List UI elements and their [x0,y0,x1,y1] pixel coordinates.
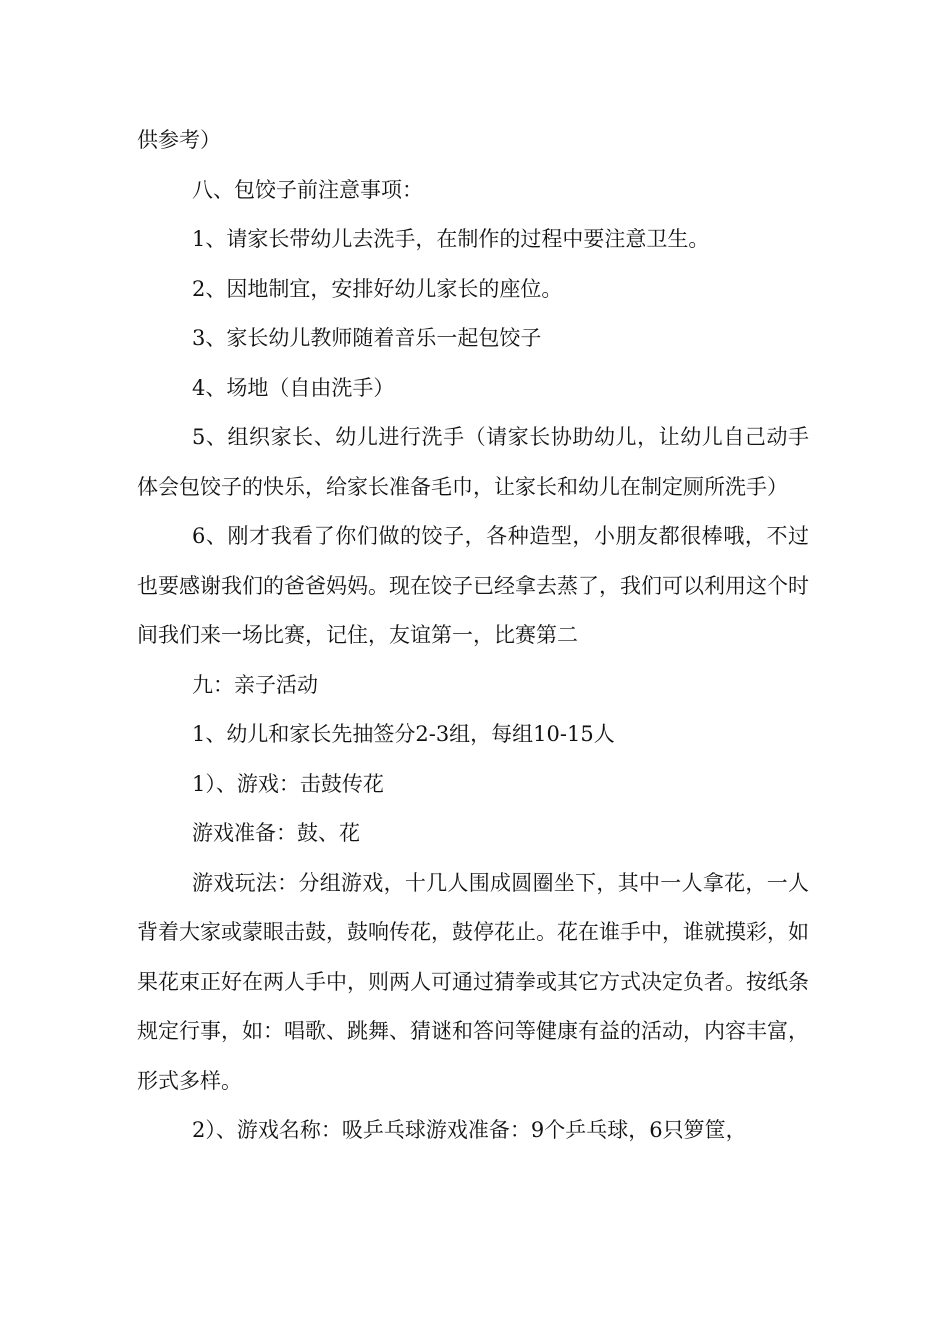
list-item: 1、请家长带幼儿去洗手，在制作的过程中要注意卫生。 [192,227,710,251]
section-heading-nine: 九：亲子活动 [192,672,318,697]
list-item: 2、因地制宜，安排好幼儿家长的座位。 [192,276,563,301]
list-item: 4、场地（自由洗手） [192,375,395,400]
game-heading: 1）、游戏：击鼓传花 [192,771,384,796]
game-preparation: 游戏准备：鼓、花 [192,821,360,845]
game-rules: 游戏玩法：分组游戏，十几人围成圆圈坐下，其中一人拿花，一人背着大家或蒙眼击鼓，鼓响传花，鼓停花止。花在谁手中，谁就摸彩，如果花束正好在两人手中，则两人可通过猜拳或其它方式决定负者。按纸条规定行事，如：唱歌、跳舞、猜谜和答问等健康有益的活动，内容丰富，形式多样。 [137,870,809,1093]
section-heading-eight: 八、包饺子前注意事项： [192,177,423,202]
list-item: 3、家长幼儿教师随着音乐一起包饺子 [192,326,542,350]
list-item: 6、刚才我看了你们做的饺子，各种造型，小朋友都很棒哦，不过也要感谢我们的爸爸妈妈。现在饺子已经拿去蒸了，我们可以利用这个时间我们来一场比赛，记住，友谊第一，比赛第二 [137,524,809,647]
document-body [137,116,809,1156]
paragraph-continuation: 供参考） [137,128,221,152]
list-item: 5、组织家长、幼儿进行洗手（请家长协助幼儿，让幼儿自己动手体会包饺子的快乐，给家长准备毛巾，让家长和幼儿在制定厕所洗手） [137,425,809,499]
list-item: 1、幼儿和家长先抽签分2-3组，每组10-15人 [192,722,615,746]
game-heading: 2）、游戏名称：吸乒乓球游戏准备：9个乒乓球，6只箩筐， [192,1118,747,1142]
